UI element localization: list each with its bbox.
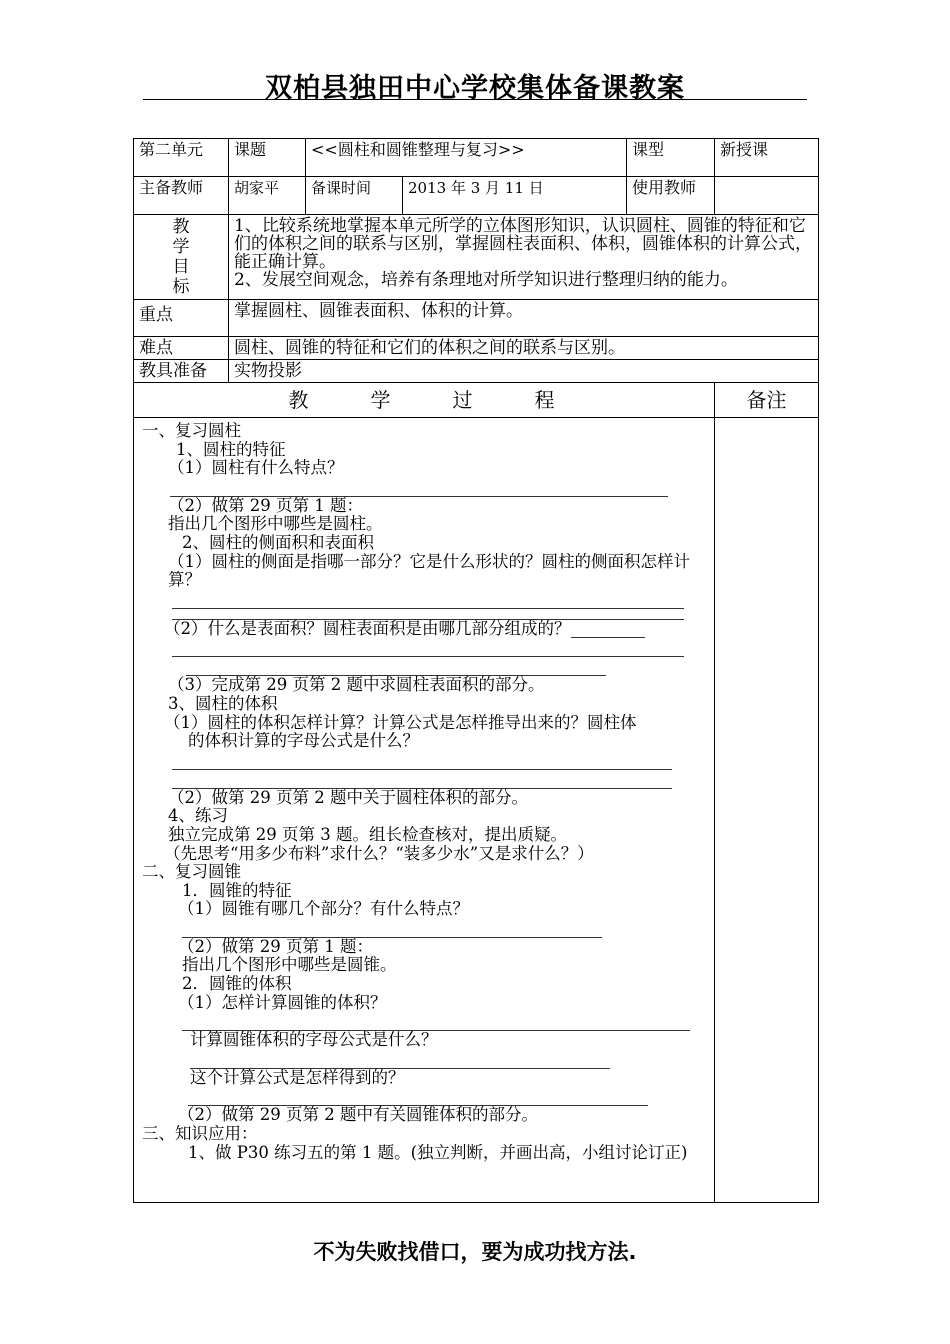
question: （1）圆柱有什么特点？: [168, 458, 344, 478]
question: （2）什么是表面积？圆柱表面积是由哪几部分组成的？: [142, 620, 708, 639]
question: （3）完成第 29 页第 2 题中求圆柱表面积的部分。: [168, 675, 545, 695]
remark-cell: [715, 418, 819, 1203]
exercise-text: 独立完成第 29 页第 3 题。组长检查核对，提出质疑。: [168, 824, 567, 844]
process-title: 教学过程: [134, 383, 715, 418]
tools-label: 教具准备: [134, 360, 229, 383]
question: （2）做第 29 页第 1 题：: [178, 936, 373, 956]
type-value: 新授课: [715, 139, 819, 177]
answer-line: [172, 751, 672, 770]
answer-blank: [571, 621, 645, 638]
section-2-heading: 二、复习圆锥: [142, 862, 241, 882]
key-label: 重点: [134, 300, 229, 337]
application-item: 1、做 P30 练习五的第 1 题。(独立判断，并画出高，小组讨论订正): [188, 1142, 688, 1162]
objectives-row: [134, 215, 819, 300]
date-value: 2013 年 3 月 11 日: [403, 177, 627, 215]
subsection-2-1: 1．圆锥的特征: [182, 880, 292, 900]
answer-line: [170, 478, 668, 497]
answer-line: [172, 638, 684, 657]
question: （1）圆锥有哪几个部分？有什么特点？: [178, 899, 469, 919]
tools-text: 实物投影: [229, 360, 819, 383]
info-row-2: [134, 177, 819, 215]
objectives-label: 教 学 目 标: [134, 215, 229, 300]
question-detail: 的体积计算的字母公式是什么？: [188, 731, 419, 751]
key-row: [134, 300, 819, 337]
answer-line: [172, 770, 672, 789]
objectives-text: 1、比较系统地掌握本单元所学的立体图形知识，认识圆柱、圆锥的特征和它们的体积之间的联系与区别，掌握圆柱表面积、体积，圆锥体积的计算公式，能正确计算。 2、发展空间观念，培养有条理地对所学知识进行整理归纳的能力。: [229, 215, 819, 300]
difficulty-row: [134, 337, 819, 360]
question: （2）做第 29 页第 2 题中有关圆锥体积的部分。: [178, 1105, 538, 1125]
answer-line: [188, 1087, 648, 1106]
key-text: 掌握圆柱、圆锥表面积、体积的计算。: [229, 300, 819, 337]
remark-title: 备注: [715, 383, 819, 418]
title-underline: [143, 99, 807, 100]
unit-cell: 第二单元: [134, 139, 229, 177]
subsection-1-3: 3、圆柱的体积: [168, 693, 278, 713]
tools-row: [134, 360, 819, 383]
topic-value: <<圆柱和圆锥整理与复习>>: [306, 139, 627, 177]
subsection-2-2: 2．圆锥的体积: [182, 974, 292, 994]
question: （1）圆柱的侧面是指哪一部分？它是什么形状的？圆柱的侧面积怎样计算？: [168, 551, 690, 590]
footer-motto: 不为失败找借口，要为成功找方法.: [313, 1240, 637, 1264]
lesson-plan-table: [133, 138, 819, 1203]
question-detail: 计算圆锥体积的字母公式是什么？: [190, 1030, 438, 1050]
subsection-1-4: 4、练习: [168, 806, 228, 826]
exercise-hint: （先思考“用多少布料”求什么？“装多少水”又是求什么？）: [164, 843, 594, 863]
process-content: [134, 418, 715, 1203]
answer-line: [182, 1012, 690, 1031]
teacher-value: 胡家平: [229, 177, 306, 215]
question: （1）圆柱的体积怎样计算？计算公式是怎样推导出来的？圆柱体: [164, 712, 637, 732]
question-detail: 这个计算公式是怎样得到的？: [190, 1067, 405, 1087]
user-label: 使用教师: [627, 177, 715, 215]
question-detail: 指出几个图形中哪些是圆柱。: [168, 514, 383, 534]
answer-line: [172, 590, 684, 609]
topic-label: 课题: [229, 139, 306, 177]
process-header-row: [134, 383, 819, 418]
answer-line: [182, 919, 602, 938]
question: （2）做第 29 页第 2 题中关于圆柱体积的部分。: [168, 787, 528, 807]
difficulty-text: 圆柱、圆锥的特征和它们的体积之间的联系与区别。: [229, 337, 819, 360]
process-body-row: [134, 418, 819, 1203]
question: （2）做第 29 页第 1 题：: [168, 495, 363, 515]
section-1-heading: 一、复习圆柱: [142, 421, 241, 440]
info-row-1: [134, 139, 819, 177]
answer-line: [190, 1050, 610, 1069]
difficulty-label: 难点: [134, 337, 229, 360]
question-detail: 指出几个图形中哪些是圆锥。: [182, 955, 397, 975]
type-label: 课型: [627, 139, 715, 177]
subsection-1-1: 1、圆柱的特征: [176, 439, 286, 459]
date-label: 备课时间: [306, 177, 403, 215]
answer-line: [186, 657, 606, 676]
subsection-1-2: 2、圆柱的侧面积和表面积: [182, 532, 374, 552]
teacher-label: 主备教师: [134, 177, 229, 215]
section-3-heading: 三、知识应用：: [142, 1124, 258, 1144]
page-title: 双柏县独田中心学校集体备课教案: [265, 73, 685, 104]
question: （1）怎样计算圆锥的体积？: [178, 992, 387, 1012]
user-value: [715, 177, 819, 215]
